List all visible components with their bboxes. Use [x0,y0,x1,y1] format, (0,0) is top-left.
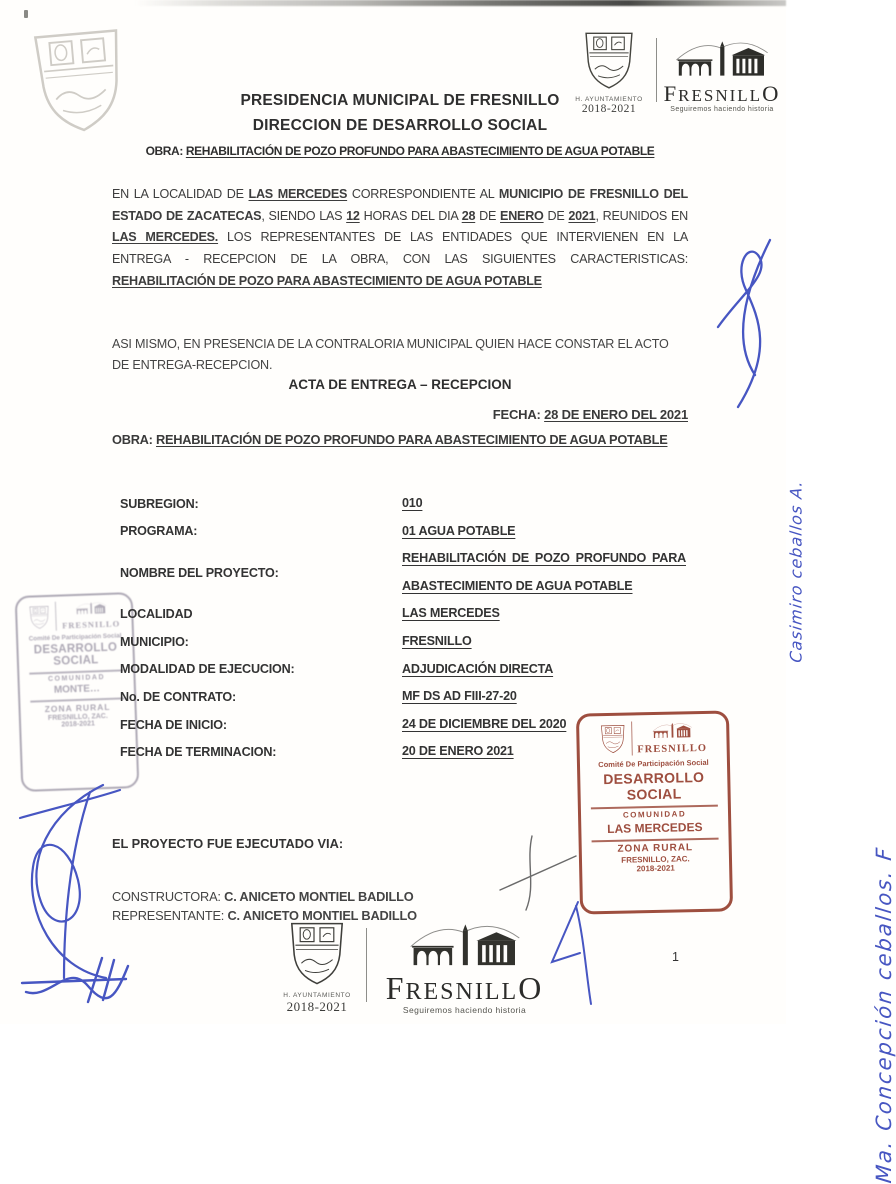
field-row [120,600,686,628]
fresnillo-wordmark: F RESNILL O [663,81,781,106]
stamp-community-label: COMUNIDAD [622,809,687,820]
acta-title: ACTA DE ENTREGA – RECEPCION [288,377,512,392]
stamp-city: FRESNILLO, ZAC. [621,854,690,865]
skyline-icon [672,36,772,78]
scan-artifact-band [0,0,786,6]
logo-divider [366,928,367,1002]
field-value: 010 [402,496,423,510]
fresnillo-tagline: Seguiremos haciendo historia [402,1004,527,1015]
field-row [120,518,686,546]
fresnillo-tagline: Seguiremos haciendo historia [670,105,774,113]
intro-paragraph: EN LA LOCALIDAD DE LAS MERCEDES CORRESPONDIENTE AL MUNICIPIO DE FRESNILLO DEL ESTADO DE ZACATECAS, SIENDO LAS 12 HORAS DEL DIA 28 DE ENERO DE 2021, REUNIDOS EN LAS MERCEDES. LOS REPRESENTANTES DE LAS ENTIDADES QUE INTERVIENEN EN LA ENTREGA - RECEPCION DE LA OBRA, CON LAS SIGUIENTES CARACTERISTICAS: REHABILITACIÓN DE POZO PARA ABASTECIMIENTO DE AGUA POTABLE [112,187,689,288]
obra-header-line: OBRA: REHABILITACIÓN DE POZO PROFUNDO PARA ABASTECIMIENTO DE AGUA POTABLE [145,144,655,158]
field-value: 01 AGUA POTABLE [402,523,516,538]
field-label: SUBREGION: [120,496,199,511]
stamp-community-label: COMUNIDAD [47,674,106,684]
stamp-city: FRESNILLO, ZAC. [47,712,108,723]
crest-icon [581,30,637,90]
fecha-line: FECHA: 28 DE ENERO DEL 2021 [492,407,688,422]
executed-via-line: EL PROYECTO FUE EJECUTADO VIA: [112,836,344,851]
stamp-title: DESARROLLO SOCIAL [33,641,118,668]
crest-icon [286,920,348,986]
field-label: LOCALIDAD [120,607,193,622]
field-value: LAS MERCEDES [402,606,500,621]
page-number: 1 [672,950,679,964]
field-label: MODALIDAD DE EJECUCION: [120,662,295,677]
stamp-community: LAS MERCEDES [607,819,703,836]
title-line-1: PRESIDENCIA MUNICIPAL DE FRESNILLO [240,92,560,109]
fresnillo-wordmark: F RESNILL O [385,971,544,1006]
handwritten-name-concepcion: Ma. Concepción ceballos. F [872,845,896,1184]
field-label: FECHA DE TERMINACION: [120,745,277,760]
stamp-zone: ZONA RURAL [44,701,111,715]
field-label: MUNICIPIO: [120,634,189,649]
field-row [120,711,686,739]
field-value: ADJUDICACIÓN DIRECTA [402,661,554,676]
constructora-line: CONSTRUCTORA: C. ANICETO MONTIEL BADILLO [112,889,414,904]
stamp-community: MONTE… [53,683,101,696]
signature-left-small [18,950,133,1010]
field-row [120,683,686,711]
crest-years: 2018-2021 [286,999,348,1014]
field-row [120,656,686,684]
stamp-zone: ZONA RURAL [617,842,694,855]
skyline-icon [401,918,529,968]
presence-paragraph: ASI MISMO, EN PRESENCIA DE LA CONTRALORIA MUNICIPAL QUIEN HACE CONSTAR EL ACTO DE ENTREGA-RECEPCION. [112,337,669,372]
field-value: 20 DE ENERO 2021 [402,744,514,759]
crest-caption: H. AYUNTAMIENTO [283,992,351,999]
document-title [112,88,688,138]
field-row [120,738,686,766]
field-value: REHABILITACIÓN DE POZO PROFUNDO PARA ABASTECIMIENTO DE AGUA POTABLE [402,551,686,593]
stamp-logo-divider [55,602,57,631]
signature-right-top-flourish [700,235,785,410]
stamp-logo-row [17,599,132,632]
stamp-committee: Comité De Participación Social [28,632,122,643]
pen-mark-four [540,898,605,1008]
crest-years: 2018-2021 [581,103,637,115]
skyline-icon [68,600,112,616]
stamp-committee: Comité De Participación Social [598,757,709,770]
field-label: No. DE CONTRATO: [120,689,236,704]
obra-line: OBRA: REHABILITACIÓN DE POZO PROFUNDO PARA ABASTECIMIENTO DE AGUA POTABLE [112,432,668,447]
crest-icon [28,604,51,629]
field-label: NOMBRE DEL PROYECTO: [120,565,279,580]
title-line-2: DIRECCION DE DESARROLLO SOCIAL [252,117,548,134]
ayuntamiento-crest-bottom [278,920,356,1015]
stamp-fresnillo-name: FRESNILLO [637,742,708,756]
field-row [120,545,686,600]
field-row [120,490,686,518]
stamp-title: DESARROLLO SOCIAL [603,768,705,803]
field-value: MF DS AD FIII-27-20 [402,689,517,704]
field-value: 24 DE DICIEMBRE DEL 2020 [402,716,567,731]
field-value: FRESNILLO [402,633,472,648]
field-row [120,628,686,656]
scan-artifact-speck [24,10,28,18]
stamp-fresnillo-name: FRESNILLO [61,618,121,631]
representante-line: REPRESENTANTE: C. ANICETO MONTIEL BADILLO [112,908,417,923]
fresnillo-logo-bottom [382,918,547,1015]
field-label: PROGRAMA: [120,524,198,539]
crest-caption: H. AYUNTAMIENTO [575,96,643,103]
stamp-years: 2018-2021 [636,863,675,874]
stamp-years: 2018-2021 [61,720,95,729]
fields-table [120,490,686,766]
handwritten-name-casimiro: Casimiro ceballos A. [786,479,806,664]
field-label: FECHA DE INICIO: [120,717,227,732]
